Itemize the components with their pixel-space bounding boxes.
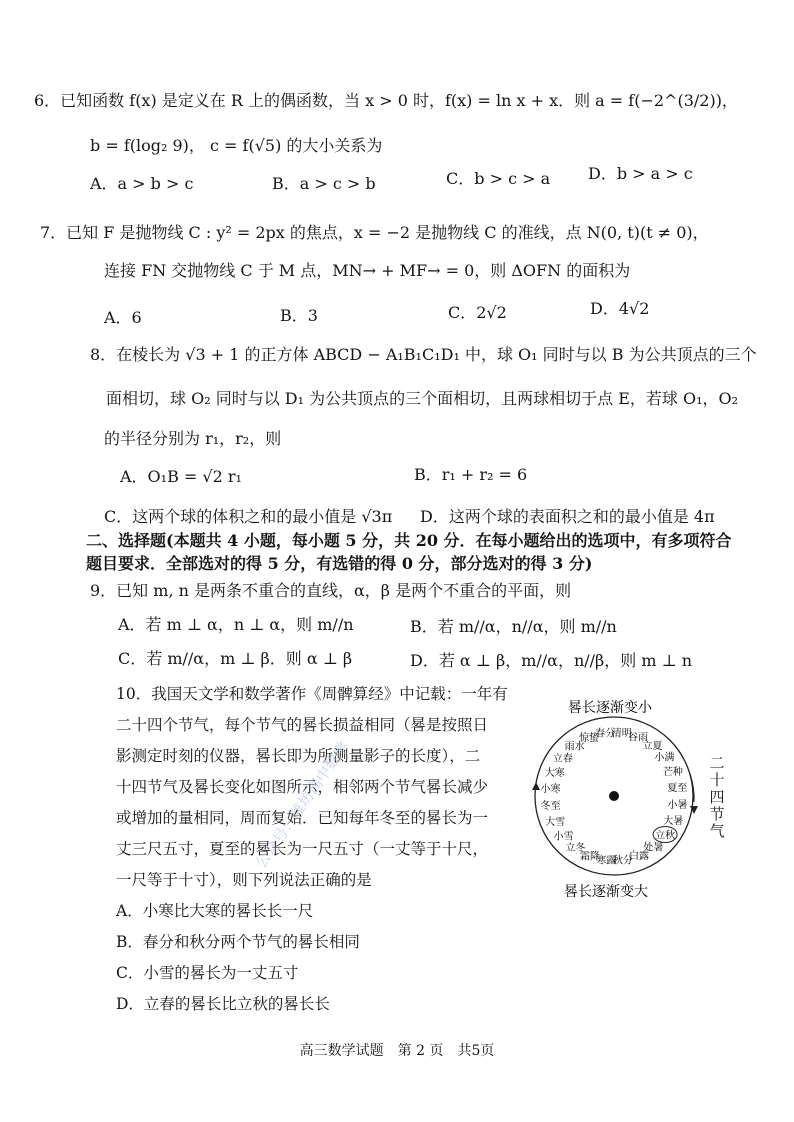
solar-term-label: 惊蛰 xyxy=(579,733,599,745)
solar-term-label: 处暑 xyxy=(643,842,664,854)
q7-stem-line1: 7．已知 F 是抛物线 C : y² = 2px 的焦点，x = −2 是抛物线 C 的准线，点 N(0, t)(t ≠ 0)， xyxy=(40,223,709,242)
q9-option-a: A．若 m ⊥ α，n ⊥ α，则 m//n xyxy=(118,615,354,634)
section2-header-line2: 题目要求．全部选对的得 5 分，有选错的得 0 分，部分选对的得 3 分) xyxy=(86,554,593,573)
solar-term-label: 霜降 xyxy=(580,851,600,863)
q9-stem: 9．已知 m, n 是两条不重合的直线，α，β 是两个不重合的平面，则 xyxy=(90,581,572,600)
solar-term-label: 春分 xyxy=(595,728,616,740)
side-label-char: 四 xyxy=(709,788,725,806)
solar-term-label: 大寒 xyxy=(544,768,565,779)
q7-option-d: D．4√2 xyxy=(590,299,650,318)
q10-stem-line1: 10．我国天文学和数学著作《周髀算经》中记载：一年有 xyxy=(116,685,508,703)
solar-term-label: 谷雨 xyxy=(628,732,648,744)
q8-option-a: A．O₁B = √2 r₁ xyxy=(120,467,242,486)
q7-option-c: C．2√2 xyxy=(448,303,507,322)
q8-stem-line3: 的半径分别为 r₁，r₂，则 xyxy=(104,429,282,448)
solar-term-label: 清明 xyxy=(611,728,632,740)
q8-stem-line2: 面相切，球 O₂ 同时与以 D₁ 为公共顶点的三个面相切，且两球相切于点 E，若球 O₁，O₂ xyxy=(106,389,739,408)
q10-option-d: D．立春的晷长比立秋的晷长长 xyxy=(116,995,330,1013)
q8-option-b: B．r₁ + r₂ = 6 xyxy=(414,465,528,484)
solar-term-label: 寒露 xyxy=(596,855,617,867)
solar-term-label: 芒种 xyxy=(662,767,683,778)
q6-stem-line1: 6．已知函数 f(x) 是定义在 R 上的偶函数，当 x > 0 时，f(x) = ln x + x．则 a = f(−2^(3/2))， xyxy=(34,91,738,110)
q8-option-c: C．这两个球的体积之和的最小值是 √3π xyxy=(104,507,393,526)
q6-option-d: D．b > a > c xyxy=(588,164,693,183)
q7-option-b: B．3 xyxy=(280,306,318,325)
q10-stem-line4: 十四节气及晷长变化如图所示，相邻两个节气晷长减少 xyxy=(116,778,489,796)
solar-term-label: 大雪 xyxy=(545,817,566,828)
solar-term-label: 小暑 xyxy=(667,799,688,811)
solar-term-label: 立春 xyxy=(552,753,573,765)
solar-term-label: 小雪 xyxy=(553,831,574,843)
q9-option-b: B．若 m//α，n//α，则 m//n xyxy=(410,617,617,636)
side-label-char: 节 xyxy=(709,805,725,823)
top-arc-label: 晷长逐渐变小 xyxy=(568,700,652,716)
center-dot xyxy=(609,791,619,801)
q9-option-d: D．若 α ⊥ β，m//α，n//β，则 m ⊥ n xyxy=(410,651,693,670)
side-label-char: 气 xyxy=(709,822,725,840)
solar-term-label: 立夏 xyxy=(642,740,663,752)
side-label-column xyxy=(708,755,726,840)
page-footer: 高三数学试题 第 2 页 共5页 xyxy=(299,1043,495,1059)
arrow-left-head xyxy=(532,782,540,790)
q10-stem-line2: 二十四个节气，每个节气的晷长损益相同（晷是按照日 xyxy=(116,716,489,734)
q10-stem-line3: 影测定时刻的仪器，晷长即为所测量影子的长度），二 xyxy=(116,747,481,765)
solar-term-label: 小满 xyxy=(654,752,675,764)
side-label-char: 十 xyxy=(709,771,725,789)
q10-option-c: C．小雪的晷长为一丈五寸 xyxy=(116,964,299,982)
solar-term-label: 白露 xyxy=(629,850,649,862)
solar-term-label: 大暑 xyxy=(663,816,684,827)
q8-option-d: D．这两个球的表面积之和的最小值是 4π xyxy=(420,507,715,526)
q10-stem-line7: 一尺等于十寸），则下列说法正确的是 xyxy=(116,871,372,889)
solar-term-label: 雨水 xyxy=(564,741,585,753)
q6-stem-line2: b = f(log₂ 9)， c = f(√5) 的大小关系为 xyxy=(90,136,383,155)
solar-terms-svg xyxy=(528,692,738,916)
q10-stem-line5: 或增加的量相同，周而复始．已知每年冬至的晷长为一 xyxy=(116,809,489,827)
solar-term-label: 冬至 xyxy=(540,800,561,812)
q7-option-a: A．6 xyxy=(104,308,142,327)
solar-term-label: 秋分 xyxy=(612,855,633,867)
solar-term-label: 小寒 xyxy=(540,784,561,796)
section2-header-line1: 二、选择题(本题共 4 小题，每小题 5 分，共 20 分．在每小题给出的选项中，有多项符合 xyxy=(86,531,732,550)
solar-term-label: 立冬 xyxy=(565,843,586,855)
q10-stem-line6: 丈三尺五寸，夏至的晷长为一尺五寸（一丈等于十尺， xyxy=(116,840,489,858)
solar-term-label: 夏至 xyxy=(667,783,688,795)
q6-option-b: B．a > c > b xyxy=(272,174,376,193)
watermark: 公众号：潍坊高中数学 xyxy=(251,738,353,872)
bottom-arc-label: 晷长逐渐变大 xyxy=(564,884,648,900)
solar-term-label: 立秋 xyxy=(655,830,676,842)
solar-terms-diagram xyxy=(528,692,738,916)
q7-stem-line2: 连接 FN 交抛物线 C 于 M 点，MN→ + MF→ = 0，则 ΔOFN 的面积为 xyxy=(104,261,631,280)
q6-option-c: C．b > c > a xyxy=(446,169,551,188)
q10-option-b: B．春分和秋分两个节气的晷长相同 xyxy=(116,933,360,951)
q8-stem-line1: 8．在棱长为 √3 + 1 的正方体 ABCD − A₁B₁C₁D₁ 中，球 O₁ 同时与以 B 为公共顶点的三个 xyxy=(90,345,757,364)
side-label-char: 二 xyxy=(709,754,725,772)
q6-option-a: A．a > b > c xyxy=(90,174,194,193)
q10-option-a: A．小寒比大寒的晷长长一尺 xyxy=(116,902,314,920)
q9-option-c: C．若 m//α，m ⊥ β．则 α ⊥ β xyxy=(118,649,353,668)
